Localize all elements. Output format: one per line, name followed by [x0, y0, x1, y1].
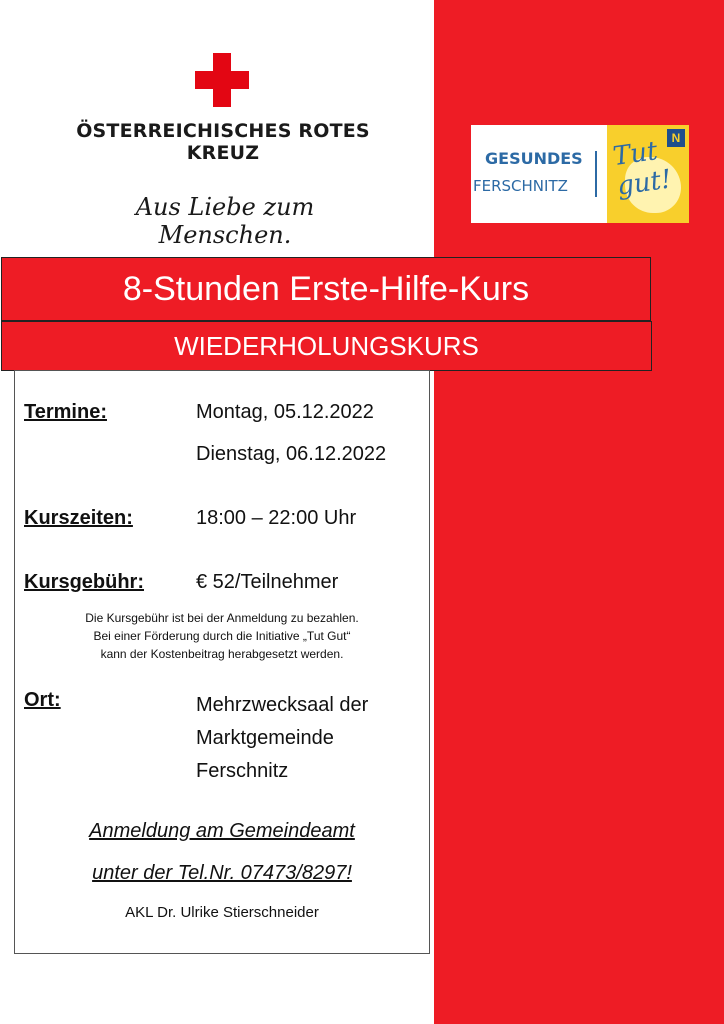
fee-note-line: kann der Kostenbeitrag herabgesetzt werden.	[100, 647, 344, 661]
location-line: Mehrzwecksaal der	[196, 694, 369, 716]
course-subtitle: WIEDERHOLUNGSKURS	[1, 321, 652, 371]
logo-line1: GESUNDES	[485, 149, 583, 168]
noe-badge-icon: N	[667, 129, 685, 147]
course-fee: € 52/Teilnehmer	[196, 571, 339, 593]
course-details-box	[14, 370, 430, 954]
tut-gut-tagline: Tut gut!	[611, 136, 674, 202]
fee-note-line: Die Kursgebühr ist bei der Anmeldung zu bezahlen.	[85, 611, 359, 625]
times-label: Kurszeiten:	[24, 507, 133, 529]
fee-note-line: Bei einer Förderung durch die Initiative „Tut Gut“	[93, 629, 351, 643]
gesundes-ferschnitz-logo	[471, 125, 689, 223]
contact-person: AKL Dr. Ulrike Stierschneider	[125, 904, 319, 921]
dates-label: Termine:	[24, 401, 107, 423]
location-line: Marktgemeinde	[196, 727, 334, 749]
organization-name: ÖSTERREICHISCHES ROTES KREUZ	[76, 120, 370, 164]
date-1: Montag, 05.12.2022	[196, 401, 374, 423]
date-2: Dienstag, 06.12.2022	[196, 443, 387, 465]
logo-divider	[595, 151, 597, 197]
fee-label: Kursgebühr:	[24, 571, 144, 593]
slogan: Aus Liebe zum Menschen.	[135, 193, 315, 249]
location-label: Ort:	[24, 689, 61, 711]
course-title: 8-Stunden Erste-Hilfe-Kurs	[1, 257, 651, 321]
registration-phone: unter der Tel.Nr. 07473/8297!	[92, 862, 352, 884]
location-line: Ferschnitz	[196, 760, 289, 782]
red-cross-logo	[195, 53, 249, 107]
fee-note	[25, 609, 419, 663]
logo-line2: FERSCHNITZ	[473, 177, 568, 195]
tut-gut-badge	[607, 125, 689, 223]
location	[196, 689, 368, 788]
registration-line-1: Anmeldung am Gemeindeamt	[89, 820, 355, 842]
course-times: 18:00 – 22:00 Uhr	[196, 507, 357, 529]
